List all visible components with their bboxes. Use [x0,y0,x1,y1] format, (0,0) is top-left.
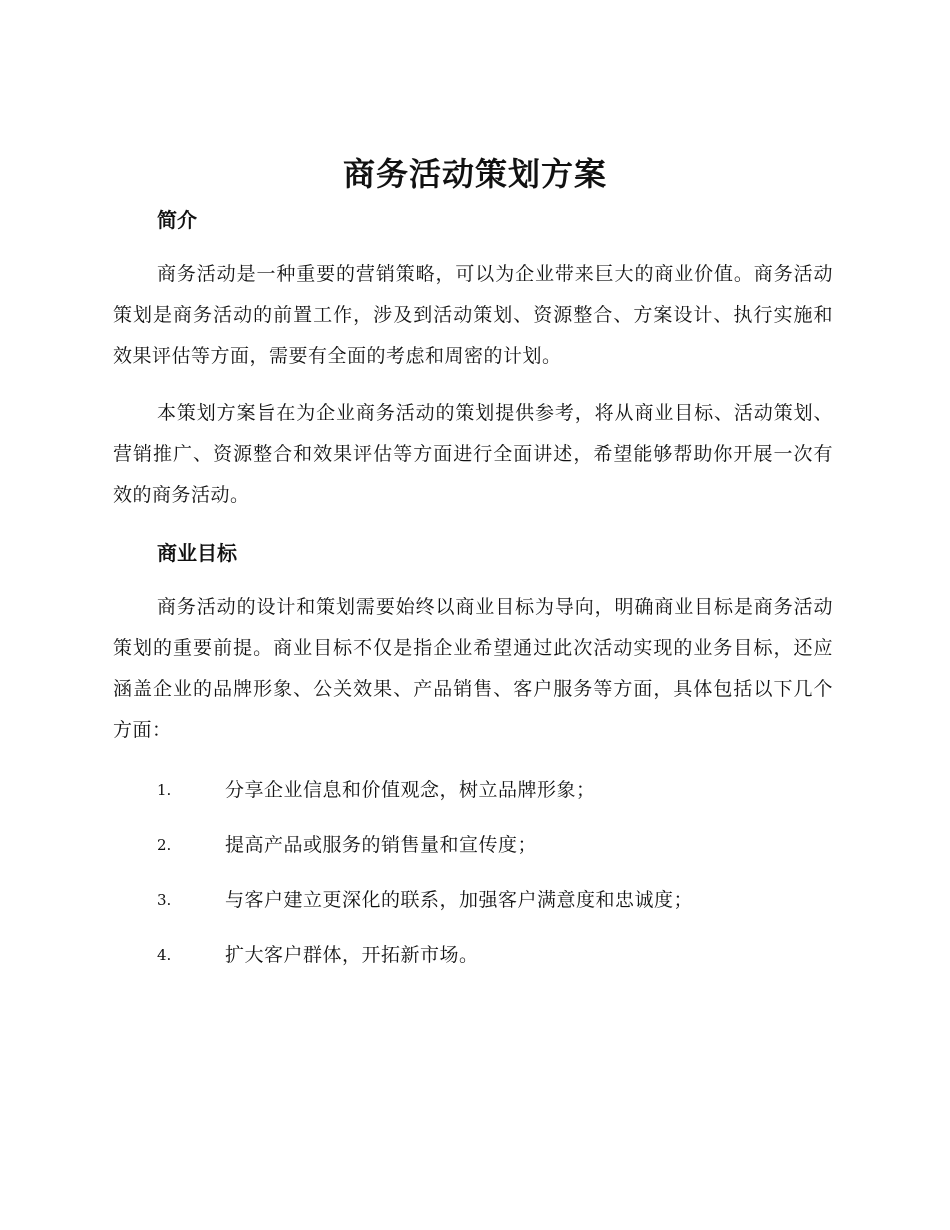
list-item [157,830,837,860]
document-title: 商务活动策划方案 [342,155,607,193]
business-goals-paragraph: 商务活动的设计和策划需要始终以商业目标为导向，明确商业目标是商务活动策划的重要前提。商业目标不仅是指企业希望通过此次活动实现的业务目标，还应涵盖企业的品牌形象、公关效果、产品销售、客户服务等方面，具体包括以下几个方面： [113,596,833,741]
list-item [157,940,837,970]
list-item-number: 2. [157,836,172,854]
intro-paragraph-2: 本策划方案旨在为企业商务活动的策划提供参考，将从商业目标、活动策划、营销推广、资源整合和效果评估等方面进行全面讲述，希望能够帮助你开展一次有效的商务活动。 [113,402,833,506]
list-item-text: 与客户建立更深化的联系，加强客户满意度和忠诚度； [225,889,694,911]
list-item-number: 3. [157,891,172,909]
list-item-text: 扩大客户群体，开拓新市场。 [225,944,479,966]
intro-paragraph-1: 商务活动是一种重要的营销策略，可以为企业带来巨大的商业价值。商务活动策划是商务活动的前置工作，涉及到活动策划、资源整合、方案设计、执行实施和效果评估等方面，需要有全面的考虑和周密的计划。 [113,263,833,367]
section-heading-intro: 简介 [157,208,197,232]
list-item-text: 分享企业信息和价值观念，树立品牌形象； [225,779,596,801]
list-item-number: 4. [157,946,172,964]
list-item [157,885,837,915]
list-item [157,775,837,805]
list-item-number: 1. [157,781,172,799]
list-item-text: 提高产品或服务的销售量和宣传度； [225,834,538,856]
section-heading-business-goals: 商业目标 [157,541,237,565]
